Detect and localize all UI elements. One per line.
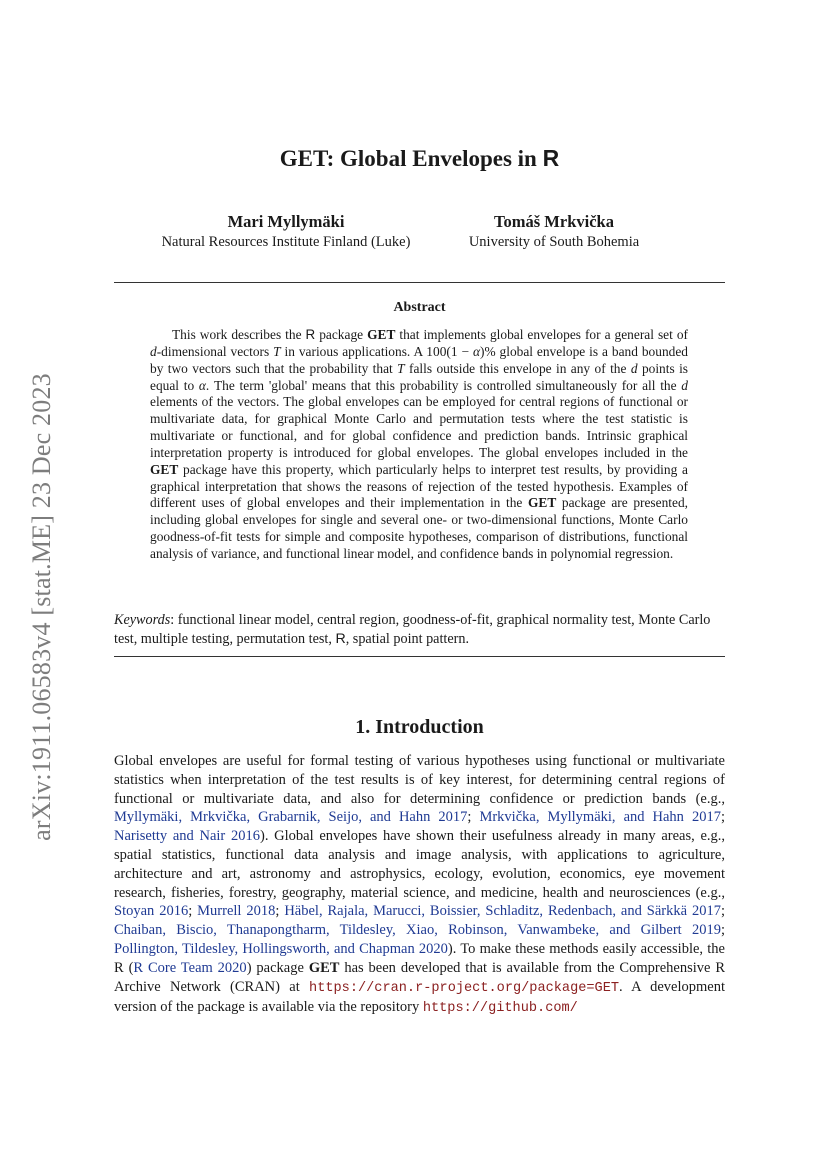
title-r-logo: R [542,145,560,171]
cran-url-link[interactable]: https://cran.r-project.org/package=GET [309,980,620,996]
abstract-text: This work describes the R package GET that implements global envelopes for a general set of d-dimensional vectors T in various applications. A 100(1 − α)% global envelope is a band bounded by two vectors such that the probability that T falls outside this envelope in any of the d points is equal to α. The term 'global' means that this probability is controlled simultaneously for all the d elements of the vectors. The global envelopes can be employed for central regions of functional or multivariate data, for graphical Monte Carlo and permutation tests where the test statistic is multivariate or functional, and for global confidence and prediction bands. Intrinsic graphical interpretation property is introduced for global envelopes. The global envelopes included in the GET package have this property, which particularly helps to interpret test results, by providing a graphical interpretation that shows the reasons of rejection of the tested hypothesis. Examples of different uses of global envelopes and their implementation in the GET package are presented, including global envelopes for single and several one- or two-dimensional functions, Monte Carlo goodness-of-fit tests for simple and composite hypotheses, comparison of distributions, functional analysis of variance, and functional linear model, and confidence bands in polynomial regression. [150,327,689,561]
keywords-label: Keywords [114,612,171,628]
author-block-1 [132,212,440,252]
author-affiliation: University of South Bohemia [468,234,640,250]
paper-title [114,145,725,172]
citation-link[interactable]: R Core Team 2020 [133,959,247,976]
citation-link[interactable]: Myllymäki, Mrkvička, Grabarnik, Seijo, and Hahn 2017 [114,809,468,826]
citation-link[interactable]: Narisetty and Nair 2016 [114,828,260,845]
citation-link[interactable]: Murrell 2018 [197,903,276,920]
citation-link[interactable]: Chaiban, Biscio, Thanapongtharm, Tildesley, Xiao, Robinson, Vanwambeke, and Gilbert 2019 [114,922,721,939]
package-name: GET [367,327,396,342]
abstract-top-rule [114,282,725,283]
introduction-paragraph: Global envelopes are useful for formal testing of various hypotheses using functional or multivariate statistics when interpretation of the test results is of key interest, for determining central regions of functional or multivariate data, and also for determining confidence or prediction bands (e.g., Myllymäki, Mrkvička, Grabarnik, Seijo, and Hahn 2017; Mrkvička, Myllymäki, and Hahn 2017; Narisetty and Nair 2016). Global envelopes have shown their usefulness already in many areas, e.g., spatial statistics, functional data analysis and image analysis, with applications to agriculture, architecture and art, astronomy and astrophysics, ecology, evolution, economics, eye movement research, fisheries, forestry, geography, material science, and medicine, health and neurosciences (e.g., Stoyan 2016; Murrell 2018; Häbel, Rajala, Marucci, Boissier, Schladitz, Redenbach, and Särkkä 2017; Chaiban, Biscio, Thanapongtharm, Tildesley, Xiao, Robinson, Vanwambeke, and Gilbert 2019; Pollington, Tildesley, Hollingsworth, and Chapman 2020). To make these methods easily accessible, the R (R Core Team 2020) package GET has been developed that is available from the Comprehensive R Archive Network (CRAN) at https://cran.r-project.org/package=GET. A development version of the package is available via the repository https://github.com/ [114,753,726,1017]
author-name: Mari Myllymäki [227,212,345,231]
abstract-heading: Abstract [393,300,446,315]
r-language-name: R [305,327,316,342]
package-name: GET [308,959,340,976]
keywords: Keywords: functional linear model, central region, goodness-of-fit, graphical normality test, Monte Carlo test, multiple testing, permutation test, R, spatial point pattern. [114,612,711,647]
citation-link[interactable]: Häbel, Rajala, Marucci, Boissier, Schladitz, Redenbach, and Särkkä 2017 [284,903,721,920]
arxiv-sidebar [22,352,62,862]
section-heading-introduction: 1. Introduction [355,716,484,738]
citation-link[interactable]: Stoyan 2016 [114,903,189,920]
arxiv-identifier: arXiv:1911.06583v4 [stat.ME] 23 Dec 2023 [27,373,56,841]
github-url-link[interactable]: https://github.com/ [422,1001,578,1017]
title-text: GET: Global Envelopes in [279,146,537,171]
abstract-bottom-rule [114,656,725,657]
citation-link[interactable]: Mrkvička, Myllymäki, and Hahn 2017 [479,809,721,826]
package-name: GET [150,461,179,477]
author-name: Tomáš Mrkvička [494,212,614,231]
package-name: GET [527,495,557,511]
citation-link[interactable]: Pollington, Tildesley, Hollingsworth, and Chapman 2020 [114,940,448,957]
author-affiliation: Natural Resources Institute Finland (Luke) [161,234,411,250]
r-language-name: R [335,631,346,647]
author-block-2 [448,212,660,252]
